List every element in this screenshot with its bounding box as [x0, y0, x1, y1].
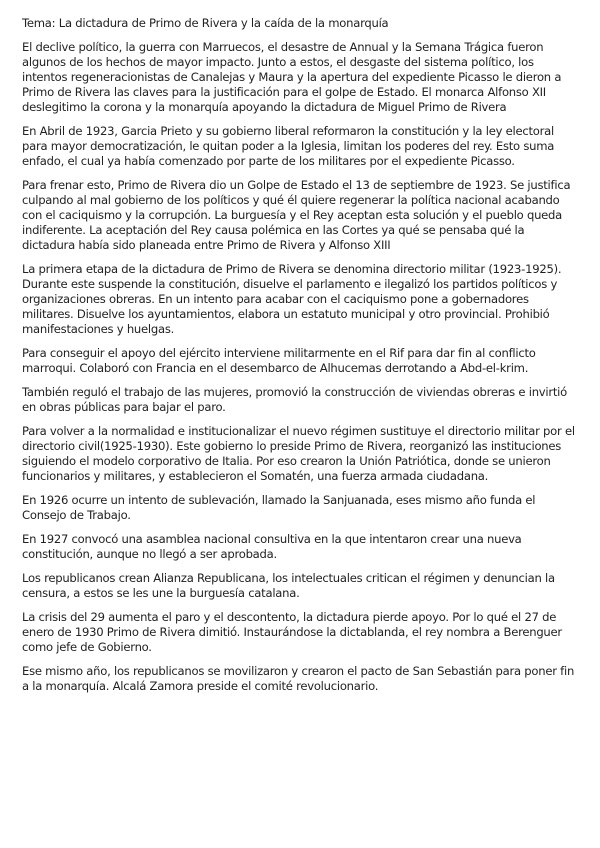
paragraph: En Abril de 1923, Garcia Prieto y su gobierno liberal reformaron la constitución y la ley electoral para mayor democratización, le quitan poder a la Iglesia, limitan los poderes del rey. Esto suma enfado, el cual ya había comenzado por parte de los militares por el expediente Picasso.	[22, 124, 555, 168]
paragraph: Ese mismo año, los republicanos se movilizaron y crearon el pacto de San Sebastián para poner fin a la monarquía. Alcalá Zamora preside el comité revolucionario.	[22, 664, 575, 693]
paragraph: También reguló el trabajo de las mujeres, promovió la construcción de viviendas obreras e invirtió en obras públicas para bajar el paro.	[22, 385, 567, 414]
paragraph: Para volver a la normalidad e institucionalizar el nuevo régimen sustituye el directorio militar por el directorio civil(1925-1930). Este gobierno lo preside Primo de Rivera, reorganizó las instituciones siguiendo el modelo corporativo de Italia. Por eso crearon la Unión Patriótica, donde se unieron funcionarios y militares, y establecieron el Somatén, una fuerza armada ciudadana.	[22, 424, 575, 483]
paragraph: Para conseguir el apoyo del ejército interviene militarmente en el Rif para dar fin al conflicto marroqui. Colaboró con Francia en el desembarco de Alhucemas derrotando a Abd-el-krim.	[22, 346, 536, 375]
paragraph: La primera etapa de la dictadura de Primo de Rivera se denomina directorio militar (1923-1925). Durante este suspende la constitución, disuelve el parlamento e ilegalizó los partidos políticos y organizaciones obreras. En un intento para acabar con el caciquismo pone a gobernadores militares. Disuelve los ayuntamientos, elabora un estatuto municipal y otro provincial. Prohibió manifestaciones y huelgas.	[22, 262, 562, 336]
document-title: Tema: La dictadura de Primo de Rivera y la caída de la monarquía	[22, 16, 389, 30]
paragraph: La crisis del 29 aumenta el paro y el descontento, la dictadura pierde apoyo. Por lo qué el 27 de enero de 1930 Primo de Rivera dimitió. Instaurándose la dictablanda, el rey nombra a Berenguer como jefe de Gobierno.	[22, 610, 562, 654]
paragraph: En 1927 convocó una asamblea nacional consultiva en la que intentaron crear una nueva constitución, aunque no llegó a ser aprobada.	[22, 532, 522, 561]
document-page	[22, 16, 580, 703]
paragraph: El declive político, la guerra con Marruecos, el desastre de Annual y la Semana Trágica fueron algunos de los hechos de mayor impacto. Junto a estos, el desgaste del sistema político, los intentos regeneracionistas de Canalejas y Maura y la apertura del expediente Picasso le dieron a Primo de Rivera las claves para la justificación para el golpe de Estado. El monarca Alfonso XII deslegitimo la corona y la monarquía apoyando la dictadura de Miguel Primo de Rivera	[22, 40, 562, 114]
paragraph: Para frenar esto, Primo de Rivera dio un Golpe de Estado el 13 de septiembre de 1923. Se justifica culpando al mal gobierno de los políticos y qué él quiere regenerar la política nacional acabando con el caciquismo y la corrupción. La burguesía y el Rey aceptan esta solución y el pueblo queda indiferente. La aceptación del Rey causa polémica en las Cortes ya qué se pensaba qué la dictadura había sido planeada entre Primo de Rivera y Alfonso XIII	[22, 178, 571, 252]
paragraph: Los republicanos crean Alianza Republicana, los intelectuales critican el régimen y denuncian la censura, a estos se les une la burguesía catalana.	[22, 571, 555, 600]
paragraph: En 1926 ocurre un intento de sublevación, llamado la Sanjuanada, eses mismo año funda el Consejo de Trabajo.	[22, 493, 536, 522]
